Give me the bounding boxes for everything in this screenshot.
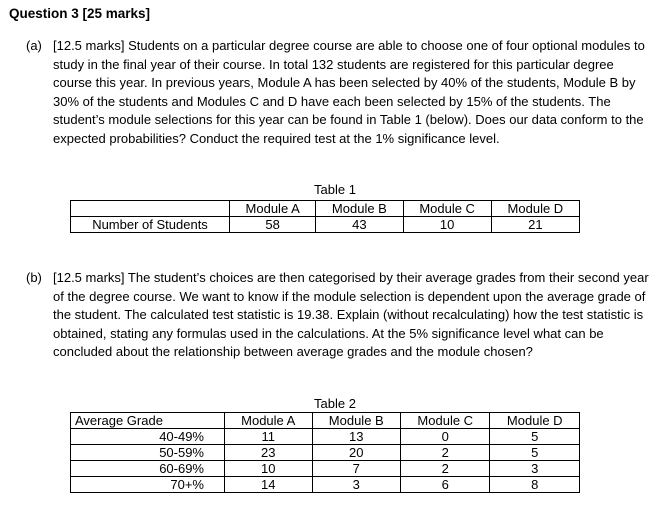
- table1-value-module-c: 10: [403, 217, 491, 233]
- table2-corner-header: Average Grade: [71, 413, 225, 429]
- table1-value-module-a: 58: [230, 217, 316, 233]
- table-row: [71, 445, 580, 461]
- table2-cell: 5: [490, 429, 580, 445]
- table2: [70, 412, 580, 493]
- table2-cell: 11: [225, 429, 313, 445]
- part-a: [26, 37, 652, 148]
- table2-cell: 3: [490, 461, 580, 477]
- table1-header-module-a: Module A: [230, 201, 316, 217]
- table-row: [71, 429, 580, 445]
- table2-caption: Table 2: [314, 396, 356, 411]
- table2-header-module-d: Module D: [490, 413, 580, 429]
- table2-cell: 2: [401, 445, 490, 461]
- part-b-text: [12.5 marks] The student’s choices are then categorised by their average grades from their second year of the degree course. We want to know if the module selection is dependent upon the average grade of the student. The calculated test statistic is 19.38. Explain (without recalculating) how the test statistic is obtained, stating any formulas used in the calculations. At the 5% significance level what can be concluded about the relationship between average grades and the module chosen?: [53, 270, 649, 359]
- table1-header-module-b: Module B: [316, 201, 403, 217]
- table2-cell: 0: [401, 429, 490, 445]
- table2-cell: 8: [490, 477, 580, 493]
- table2-cell: 23: [225, 445, 313, 461]
- table2-cell: 13: [312, 429, 401, 445]
- table2-header-module-b: Module B: [312, 413, 401, 429]
- table2-grade-label: 40-49%: [71, 429, 225, 445]
- question-heading: Question 3 [25 marks]: [9, 6, 151, 21]
- table2-grade-label: 50-59%: [71, 445, 225, 461]
- table1-header-module-c: Module C: [403, 201, 491, 217]
- table-row: [71, 477, 580, 493]
- part-b-label: (b): [26, 270, 42, 285]
- table2-cell: 3: [312, 477, 401, 493]
- table2-grade-label: 70+%: [71, 477, 225, 493]
- part-a-text: [12.5 marks] Students on a particular degree course are able to choose one of four optional modules to study in the final year of their course. In total 132 students are registered for this particular degree course this year. In previous years, Module A has been selected by 40% of the students, Module B by 30% of the students and Modules C and D have each been selected by 15% of the students. The student’s module selections for this year can be found in Table 1 (below). Does our data conform to the expected probabilities? Conduct the required test at the 1% significance level.: [53, 38, 645, 146]
- part-b: [26, 269, 652, 362]
- table1-caption: Table 1: [314, 182, 356, 197]
- table2-grade-label: 60-69%: [71, 461, 225, 477]
- table2-cell: 10: [225, 461, 313, 477]
- table2-cell: 5: [490, 445, 580, 461]
- table1-value-module-b: 43: [316, 217, 403, 233]
- table1-value-module-d: 21: [491, 217, 579, 233]
- table2-cell: 14: [225, 477, 313, 493]
- table2-cell: 20: [312, 445, 401, 461]
- table2-header-module-c: Module C: [401, 413, 490, 429]
- table1-corner: [71, 201, 230, 217]
- table1: [70, 200, 580, 233]
- part-a-label: (a): [26, 38, 42, 53]
- table1-header-module-d: Module D: [491, 201, 579, 217]
- table-row: [71, 461, 580, 477]
- table2-header-row: [71, 413, 580, 429]
- table2-cell: 6: [401, 477, 490, 493]
- table2-cell: 7: [312, 461, 401, 477]
- table1-row: [71, 217, 580, 233]
- table2-cell: 2: [401, 461, 490, 477]
- table2-header-module-a: Module A: [225, 413, 313, 429]
- table1-row-label: Number of Students: [71, 217, 230, 233]
- table1-header-row: [71, 201, 580, 217]
